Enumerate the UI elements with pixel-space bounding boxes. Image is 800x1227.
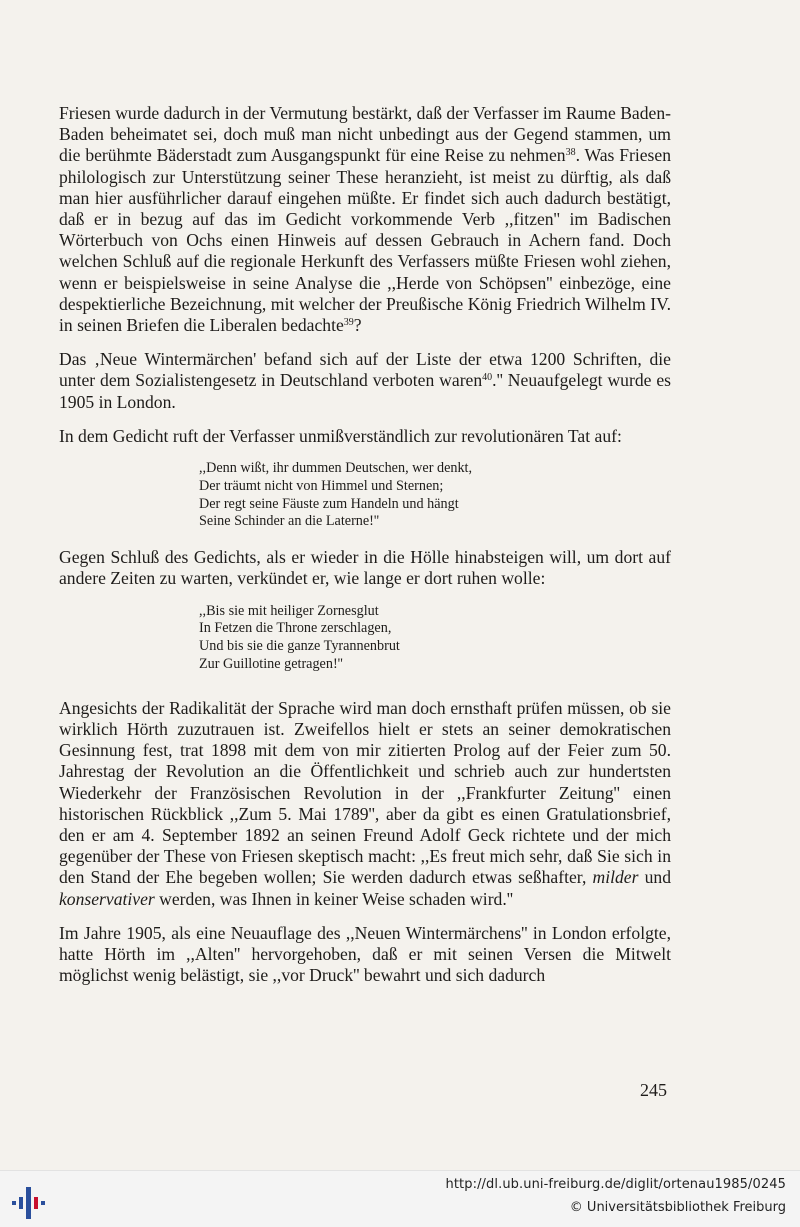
verse-line: Der regt seine Fäuste zum Handeln und hängt xyxy=(199,495,459,512)
footnote-ref: 40 xyxy=(482,372,493,384)
verse-line: Seine Schinder an die Laterne!'' xyxy=(199,513,380,530)
paragraph-1 xyxy=(59,103,671,336)
verse-line: ,,Denn wißt, ihr dummen Deutschen, wer denkt, xyxy=(199,460,473,477)
footnote-ref: 38 xyxy=(565,147,576,159)
verse-quote-2 xyxy=(199,603,671,674)
footnote-ref: 39 xyxy=(343,317,354,329)
paragraph-text: Friesen wurde dadurch in der Vermutung bestärkt, daß der Verfasser im Raume Baden-Baden beheimatet sei, doch muß man nicht unbedingt aus der Gegend stammen, um die berühmte Bäderstadt zum Ausgangspunkt für eine Reise zu nehmen xyxy=(59,103,671,166)
emphasis-text: milder xyxy=(592,867,639,888)
library-logo-icon xyxy=(10,1181,50,1223)
paragraph-text: Das ‚Neue Wintermärchen' befand sich auf der Liste der etwa 1200 Schriften, die unter dem Sozialistengesetz in Deutschland verboten waren xyxy=(59,349,671,391)
permalink-url[interactable]: http://dl.ub.uni-freiburg.de/diglit/ortenau1985/0245 xyxy=(445,1177,786,1192)
paragraph-6 xyxy=(59,923,671,987)
verse-line: In Fetzen die Throne zerschlagen, xyxy=(199,620,392,637)
paragraph-5 xyxy=(59,698,671,910)
paragraph-text: ? xyxy=(353,315,362,336)
paragraph-text: Im Jahre 1905, als eine Neuauflage des ,,Neuen Wintermärchens'' in London erfolgte, hatte Hörth im ,,Alten'' hervorgehoben, daß er mit seinen Versen die Mitwelt möglichst wenig belästigt, sie ,,vor Druck'' bewahrt und sich dadurch xyxy=(59,922,671,986)
paragraph-3 xyxy=(59,426,671,447)
verse-quote-1 xyxy=(199,460,671,531)
body-text xyxy=(59,103,671,999)
paragraph-text: . Was Friesen philologisch zur Unterstützung seiner These heranzieht, ist meist zu dürftig, als daß man hier ausführlicher darauf eingehen müßte. Er findet sich auch dadurch bestätigt, daß er in bezug auf das im Gedicht vorkommende Verb ,,fitzen'' im Badischen Wörterbuch von Ochs einen Hinweis auf dessen Gebrauch in Achern fand. Doch welchen Schluß auf die regionale Herkunft des Verfassers müßte Friesen wohl ziehen, wenn er beispielsweise in seine Analyse die ,,Herde von Schöpsen'' einbezöge, eine despektierliche Bezeichnung, mit welcher der Preußische König Friedrich Wilhelm IV. in seinen Briefen die Liberalen bedachte xyxy=(59,145,671,336)
paragraph-2 xyxy=(59,349,671,413)
paragraph-text: und xyxy=(644,867,671,888)
paragraph-text: Angesichts der Radikalität der Sprache wird man doch ernsthaft prüfen müssen, ob sie wirklich Hörth zuzutrauen ist. Zweifellos hielt er stets an seiner demokratischen Gesinnung fest, trat 1898 mit dem von mir zitierten Prolog auf der Feier zum 50. Jahrestag der Revolution an die Öffentlichkeit und schrieb auch zur hundertsten Wiederkehr der Französischen Revolution in der ,,Frankfurter Zeitung'' einen historischen Rückblick ,,Zum 5. Mai 1789'', aber da gibt es einen Gratulationsbrief, den er am 4. September 1892 an seinen Freund Adolf Geck richtete und der mich gegenüber der These von Friesen skeptisch macht: ,,Es freut mich sehr, daß Sie sich in den Stand der Ehe begeben wollen; Sie werden dadurch etwas seßhafter, xyxy=(59,697,671,888)
paragraph-text: In dem Gedicht ruft der Verfasser unmißverständlich zur revolutionären Tat auf: xyxy=(59,425,622,446)
verse-line: Der träumt nicht von Himmel und Sternen; xyxy=(199,477,444,494)
footer-bar xyxy=(0,1170,800,1227)
paragraph-text: werden, was Ihnen in keiner Weise schaden wird.'' xyxy=(159,888,514,909)
verse-line: Zur Guillotine getragen!'' xyxy=(199,656,343,673)
page-number: 245 xyxy=(640,1080,667,1100)
verse-line: ,,Bis sie mit heiliger Zornesglut xyxy=(199,602,379,619)
verse-line: Und bis sie die ganze Tyrannenbrut xyxy=(199,638,400,655)
emphasis-text: konservativer xyxy=(59,888,155,909)
paragraph-text: Gegen Schluß des Gedichts, als er wieder in die Hölle hinabsteigen will, um dort auf andere Zeiten zu warten, verkündet er, wie lange er dort ruhen wolle: xyxy=(59,547,671,589)
paragraph-text: .'' Neuaufgelegt wurde es 1905 in London. xyxy=(59,370,671,412)
copyright-notice: © Universitätsbibliothek Freiburg xyxy=(569,1200,786,1215)
paragraph-4 xyxy=(59,547,671,589)
